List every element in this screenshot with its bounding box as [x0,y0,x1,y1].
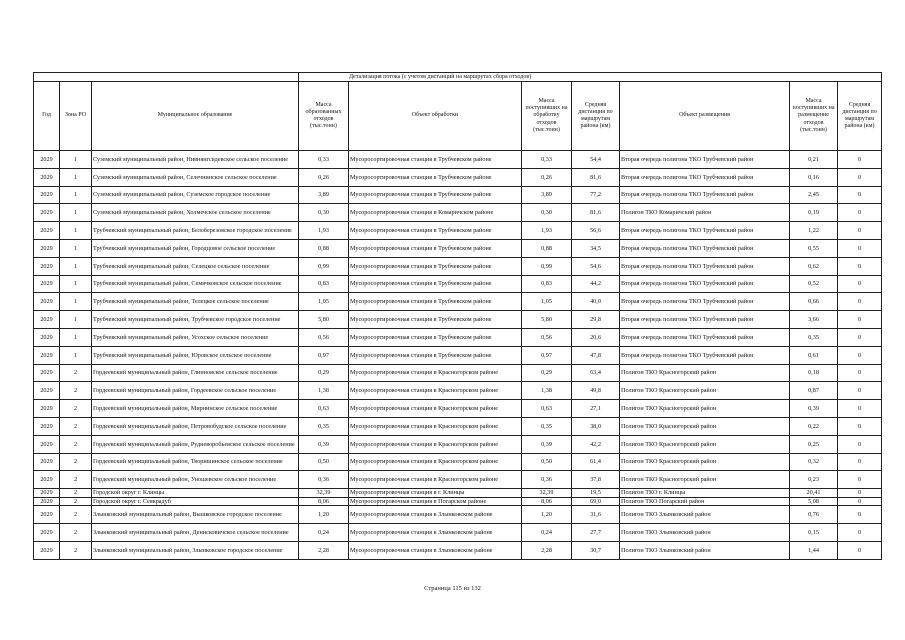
cell-placement-object: Вторая очередь полигона ТКО Трубчевский район [620,328,790,346]
cell-mass-processed: 0,97 [522,346,572,364]
cell-placement-object: Полигон ТКО Красногорский район [620,364,790,382]
cell-mass-generated: 0,35 [299,417,349,435]
table-row [34,471,882,489]
cell-processing-object: Мусоросортировочная станция в Красногорском районе [349,435,522,453]
cell-processing-object: Мусоросортировочная станция в г. Клинцы [349,489,522,498]
cell-year: 2029 [34,471,60,489]
cell-mass-placed: 1,22 [790,222,838,240]
cell-municipality: Трубчевский муниципальный район, Семячковское сельское поселение [92,275,299,293]
cell-year: 2029 [34,417,60,435]
cell-placement-object: Полигон ТКО Комаричский район [620,204,790,222]
cell-mass-generated: 0,88 [299,239,349,257]
cell-processing-object: Мусоросортировочная станция в Трубчевском районе [349,168,522,186]
cell-zone: 1 [60,186,92,204]
cell-distance-processing: 44,2 [572,275,620,293]
cell-mass-placed: 0,61 [790,346,838,364]
cell-placement-object: Полигон ТКО Красногорский район [620,435,790,453]
cell-placement-object: Полигон ТКО Красногорский район [620,453,790,471]
cell-year: 2029 [34,275,60,293]
flow-detail-table [33,72,882,560]
table-banner: Детализация потока (с учетом дистанций на маршрутах сбора отходов) [299,73,882,82]
cell-mass-placed: 1,44 [790,541,838,559]
cell-zone: 1 [60,346,92,364]
cell-mass-generated: 0,63 [299,400,349,418]
cell-distance-processing: 42,2 [572,435,620,453]
cell-mass-placed: 0,19 [790,204,838,222]
cell-mass-placed: 0,23 [790,471,838,489]
cell-distance-placement: 0 [838,524,882,542]
cell-year: 2029 [34,541,60,559]
cell-placement-object: Вторая очередь полигона ТКО Трубчевский район [620,186,790,204]
cell-distance-placement: 0 [838,417,882,435]
cell-processing-object: Мусоросортировочная станция в Погарском районе [349,497,522,506]
cell-municipality: Трубчевский муниципальный район, Городцовое сельское поселение [92,239,299,257]
cell-mass-processed: 0,35 [522,417,572,435]
cell-placement-object: Полигон ТКО Красногорский район [620,400,790,418]
cell-mass-placed: 0,15 [790,524,838,542]
cell-distance-processing: 30,7 [572,541,620,559]
cell-year: 2029 [34,400,60,418]
cell-processing-object: Мусоросортировочная станция в Злынковском районе [349,541,522,559]
cell-mass-generated: 0,99 [299,257,349,275]
cell-year: 2029 [34,382,60,400]
cell-zone: 1 [60,293,92,311]
cell-year: 2029 [34,168,60,186]
cell-mass-processed: 0,30 [522,204,572,222]
cell-distance-processing: 29,8 [572,311,620,329]
cell-mass-generated: 1,20 [299,506,349,524]
cell-municipality: Гордеевский муниципальный район, Глинновское сельское поселение [92,364,299,382]
cell-processing-object: Мусоросортировочная станция в Трубчевском районе [349,151,522,169]
cell-processing-object: Мусоросортировочная станция в Красногорском районе [349,364,522,382]
cell-distance-processing: 81,6 [572,204,620,222]
cell-distance-processing: 38,0 [572,417,620,435]
cell-processing-object: Мусоросортировочная станция в Трубчевском районе [349,257,522,275]
cell-distance-placement: 0 [838,239,882,257]
cell-municipality: Гордеевский муниципальный район, Мирнинское сельское поселение [92,400,299,418]
table-row [34,506,882,524]
cell-processing-object: Мусоросортировочная станция в Красногорском районе [349,417,522,435]
cell-zone: 1 [60,222,92,240]
cell-municipality: Злынковский муниципальный район, Злынковское городское поселение [92,541,299,559]
cell-municipality: Суземский муниципальный район, Холмечское сельское поселение [92,204,299,222]
cell-mass-processed: 2,28 [522,541,572,559]
cell-mass-placed: 0,39 [790,400,838,418]
cell-mass-processed: 0,36 [522,471,572,489]
table-row [34,400,882,418]
cell-municipality: Городской округ г. Сеякрадуб [92,497,299,506]
cell-processing-object: Мусоросортировочная станция в Трубчевском районе [349,346,522,364]
cell-distance-placement: 0 [838,489,882,498]
cell-placement-object: Вторая очередь полигона ТКО Трубчевский район [620,275,790,293]
cell-processing-object: Мусоросортировочная станция в Трубчевском районе [349,293,522,311]
cell-distance-processing: 37,8 [572,471,620,489]
cell-zone: 1 [60,168,92,186]
cell-processing-object: Мусоросортировочная станция в Трубчевском районе [349,239,522,257]
cell-processing-object: Мусоросортировочная станция в Злынковском районе [349,506,522,524]
cell-distance-placement: 0 [838,257,882,275]
cell-municipality: Злынковский муниципальный район, Вышковское городское поселение [92,506,299,524]
cell-mass-generated: 0,83 [299,275,349,293]
cell-year: 2029 [34,489,60,498]
table-row [34,168,882,186]
cell-distance-processing: 20,6 [572,328,620,346]
cell-mass-generated: 0,33 [299,151,349,169]
cell-year: 2029 [34,293,60,311]
cell-year: 2029 [34,186,60,204]
cell-mass-processed: 0,99 [522,257,572,275]
table-row [34,417,882,435]
cell-municipality: Трубчевский муниципальный район, Селецкое сельское поселение [92,257,299,275]
cell-placement-object: Полигон ТКО г. Клинцы [620,489,790,498]
cell-zone: 1 [60,257,92,275]
cell-municipality: Трубчевский муниципальный район, Белоберезовское городское поселение [92,222,299,240]
cell-distance-placement: 0 [838,471,882,489]
cell-municipality: Злынковский муниципальный район, Денисковичское сельское поселение [92,524,299,542]
cell-processing-object: Мусоросортировочная станция в Трубчевском районе [349,275,522,293]
cell-mass-placed: 0,76 [790,506,838,524]
cell-year: 2029 [34,239,60,257]
cell-mass-processed: 1,38 [522,382,572,400]
cell-mass-generated: 1,93 [299,222,349,240]
cell-distance-placement: 0 [838,204,882,222]
cell-mass-generated: 0,36 [299,471,349,489]
cell-distance-processing: 19,5 [572,489,620,498]
col-header-zone: Зона РО [60,82,92,151]
table-row [34,257,882,275]
table-row [34,293,882,311]
data-table-container [33,72,881,560]
cell-distance-placement: 0 [838,186,882,204]
cell-mass-generated: 1,38 [299,382,349,400]
col-header-mass-processed: Масса поступивших на обработку отходов (тыс.тонн) [522,82,572,151]
table-row [34,497,882,506]
cell-distance-processing: 77,2 [572,186,620,204]
cell-distance-placement: 0 [838,346,882,364]
cell-mass-placed: 0,66 [790,293,838,311]
cell-distance-placement: 0 [838,453,882,471]
cell-zone: 2 [60,471,92,489]
cell-processing-object: Мусоросортировочная станция в Злынковском районе [349,524,522,542]
table-row [34,382,882,400]
col-header-placement-object: Объект размещения [620,82,790,151]
cell-zone: 2 [60,489,92,498]
cell-mass-processed: 0,39 [522,435,572,453]
cell-mass-processed: 1,05 [522,293,572,311]
cell-mass-processed: 0,50 [522,453,572,471]
cell-distance-placement: 0 [838,382,882,400]
cell-mass-placed: 0,21 [790,151,838,169]
cell-placement-object: Вторая очередь полигона ТКО Трубчевский район [620,311,790,329]
cell-zone: 2 [60,506,92,524]
cell-mass-placed: 0,22 [790,417,838,435]
cell-year: 2029 [34,311,60,329]
cell-mass-processed: 0,26 [522,168,572,186]
cell-municipality: Трубчевский муниципальный район, Телецкое сельское поселение [92,293,299,311]
cell-year: 2029 [34,257,60,275]
cell-processing-object: Мусоросортировочная станция в Красногорском районе [349,382,522,400]
cell-municipality: Трубчевский муниципальный район, Юровское сельское поселение [92,346,299,364]
cell-mass-processed: 0,83 [522,275,572,293]
cell-zone: 2 [60,541,92,559]
cell-municipality: Трубчевский муниципальный район, Усохское сельское поселение [92,328,299,346]
cell-distance-processing: 56,6 [572,222,620,240]
cell-mass-generated: 0,29 [299,364,349,382]
cell-placement-object: Полигон ТКО Злынковский район [620,524,790,542]
cell-municipality: Гордеевский муниципальный район, Гордеевское сельское поселение [92,382,299,400]
cell-distance-processing: 69,0 [572,497,620,506]
cell-year: 2029 [34,151,60,169]
cell-mass-placed: 0,16 [790,168,838,186]
cell-zone: 1 [60,151,92,169]
table-row [34,222,882,240]
cell-mass-generated: 3,89 [299,186,349,204]
cell-distance-placement: 0 [838,541,882,559]
cell-processing-object: Мусоросортировочная станция в Красногорском районе [349,471,522,489]
cell-year: 2029 [34,364,60,382]
cell-mass-processed: 0,33 [522,151,572,169]
table-body [34,151,882,560]
cell-placement-object: Полигон ТКО Злынковский район [620,506,790,524]
col-header-municipality: Муниципальное образование [92,82,299,151]
table-row [34,364,882,382]
cell-municipality: Гордеевский муниципальный район, Петровобудское сельское поселение [92,417,299,435]
cell-year: 2029 [34,222,60,240]
cell-mass-generated: 1,05 [299,293,349,311]
col-header-processing-object: Объект обработки [349,82,522,151]
cell-mass-placed: 0,52 [790,275,838,293]
cell-placement-object: Вторая очередь полигона ТКО Трубчевский район [620,151,790,169]
cell-distance-placement: 0 [838,222,882,240]
cell-mass-generated: 0,39 [299,435,349,453]
cell-year: 2029 [34,328,60,346]
table-row [34,328,882,346]
table-row [34,151,882,169]
cell-municipality: Городской округ г. Клинцы [92,489,299,498]
cell-distance-processing: 40,0 [572,293,620,311]
table-row [34,311,882,329]
cell-municipality: Гордеевский муниципальный район, Уношевское сельское поселение [92,471,299,489]
cell-distance-processing: 34,5 [572,239,620,257]
table-row [34,453,882,471]
cell-distance-placement: 0 [838,311,882,329]
cell-mass-placed: 0,55 [790,239,838,257]
cell-distance-processing: 61,4 [572,453,620,471]
cell-mass-generated: 2,28 [299,541,349,559]
cell-zone: 2 [60,382,92,400]
cell-processing-object: Мусоросортировочная станция в Комаричском районе [349,204,522,222]
cell-mass-generated: 0,97 [299,346,349,364]
cell-distance-placement: 0 [838,275,882,293]
cell-distance-placement: 0 [838,364,882,382]
page-number: Страница 115 из 132 [424,585,481,592]
cell-mass-generated: 8,06 [299,497,349,506]
table-row [34,435,882,453]
cell-distance-processing: 49,8 [572,382,620,400]
cell-placement-object: Полигон ТКО Злынковский район [620,541,790,559]
cell-processing-object: Мусоросортировочная станция в Трубчевском районе [349,222,522,240]
table-banner-spacer [34,73,299,82]
cell-processing-object: Мусоросортировочная станция в Трубчевском районе [349,311,522,329]
cell-year: 2029 [34,346,60,364]
cell-placement-object: Вторая очередь полигона ТКО Трубчевский район [620,346,790,364]
cell-distance-processing: 54,6 [572,257,620,275]
cell-mass-processed: 0,56 [522,328,572,346]
cell-mass-generated: 0,56 [299,328,349,346]
cell-distance-placement: 0 [838,497,882,506]
cell-processing-object: Мусоросортировочная станция в Трубчевском районе [349,328,522,346]
table-row [34,275,882,293]
cell-municipality: Суземский муниципальный район, Суземское городское поселение [92,186,299,204]
table-row [34,239,882,257]
cell-distance-processing: 81,6 [572,168,620,186]
col-header-mass-placed: Масса поступивших на размещение отходов (тыс.тонн) [790,82,838,151]
cell-distance-placement: 0 [838,435,882,453]
table-row [34,541,882,559]
cell-mass-processed: 0,24 [522,524,572,542]
cell-zone: 2 [60,497,92,506]
cell-year: 2029 [34,497,60,506]
table-row [34,489,882,498]
table-row [34,346,882,364]
col-header-year: Год [34,82,60,151]
cell-mass-generated: 32,39 [299,489,349,498]
cell-mass-processed: 8,06 [522,497,572,506]
cell-mass-generated: 0,26 [299,168,349,186]
cell-processing-object: Мусоросортировочная станция в Трубчевском районе [349,186,522,204]
cell-mass-processed: 32,39 [522,489,572,498]
cell-distance-placement: 0 [838,293,882,311]
cell-mass-processed: 0,63 [522,400,572,418]
col-header-distance-processing: Средняя дистанция по маршрутам района (км) [572,82,620,151]
cell-year: 2029 [34,506,60,524]
cell-mass-generated: 0,24 [299,524,349,542]
cell-distance-processing: 47,8 [572,346,620,364]
cell-mass-processed: 0,88 [522,239,572,257]
cell-zone: 1 [60,275,92,293]
cell-mass-generated: 5,80 [299,311,349,329]
cell-distance-processing: 63,4 [572,364,620,382]
cell-zone: 2 [60,524,92,542]
cell-mass-processed: 3,89 [522,186,572,204]
cell-year: 2029 [34,453,60,471]
cell-year: 2029 [34,524,60,542]
cell-placement-object: Полигон ТКО Красногорский район [620,471,790,489]
cell-distance-processing: 31,6 [572,506,620,524]
cell-mass-placed: 0,62 [790,257,838,275]
cell-mass-placed: 2,45 [790,186,838,204]
cell-placement-object: Полигон ТКО Погарский район [620,497,790,506]
cell-zone: 2 [60,417,92,435]
cell-placement-object: Полигон ТКО Красногорский район [620,417,790,435]
cell-zone: 1 [60,328,92,346]
cell-processing-object: Мусоросортировочная станция в Красногорском районе [349,400,522,418]
cell-municipality: Гордеевский муниципальный район, Рудневоробьевское сельское поселение [92,435,299,453]
table-row [34,204,882,222]
cell-zone: 2 [60,400,92,418]
col-header-mass-generated: Масса образованных отходов (тыс.тонн) [299,82,349,151]
cell-zone: 2 [60,435,92,453]
cell-municipality: Гордеевский муниципальный район, Творишинское сельское поселение [92,453,299,471]
cell-zone: 1 [60,311,92,329]
cell-distance-placement: 0 [838,506,882,524]
cell-zone: 1 [60,239,92,257]
cell-processing-object: Мусоросортировочная станция в Красногорском районе [349,453,522,471]
cell-municipality: Суземский муниципальный район, Нивнянгсвдевское сельское поселение [92,151,299,169]
cell-mass-generated: 0,50 [299,453,349,471]
cell-zone: 1 [60,204,92,222]
table-row [34,186,882,204]
cell-distance-placement: 0 [838,328,882,346]
cell-distance-placement: 0 [838,168,882,186]
cell-mass-placed: 0,35 [790,328,838,346]
cell-placement-object: Вторая очередь полигона ТКО Трубчевский район [620,222,790,240]
cell-distance-placement: 0 [838,151,882,169]
cell-zone: 2 [60,364,92,382]
cell-mass-processed: 5,80 [522,311,572,329]
cell-municipality: Трубчевский муниципальный район, Трубчевское городское поселение [92,311,299,329]
cell-zone: 2 [60,453,92,471]
cell-mass-placed: 20,41 [790,489,838,498]
table-row [34,524,882,542]
cell-distance-processing: 27,7 [572,524,620,542]
cell-mass-generated: 0,30 [299,204,349,222]
cell-placement-object: Вторая очередь полигона ТКО Трубчевский район [620,168,790,186]
cell-year: 2029 [34,204,60,222]
cell-mass-placed: 0,32 [790,453,838,471]
cell-mass-processed: 1,20 [522,506,572,524]
cell-mass-placed: 3,66 [790,311,838,329]
cell-mass-placed: 0,18 [790,364,838,382]
cell-year: 2029 [34,435,60,453]
cell-mass-processed: 1,93 [522,222,572,240]
cell-mass-placed: 0,87 [790,382,838,400]
col-header-distance-placement: Средняя дистанция по маршрутам района (км) [838,82,882,151]
cell-municipality: Суземский муниципальный район, Селечнинское сельское поселение [92,168,299,186]
cell-placement-object: Полигон ТКО Красногорский район [620,382,790,400]
cell-placement-object: Вторая очередь полигона ТКО Трубчевский район [620,293,790,311]
cell-placement-object: Вторая очередь полигона ТКО Трубчевский район [620,257,790,275]
cell-mass-placed: 5,08 [790,497,838,506]
cell-mass-placed: 0,25 [790,435,838,453]
cell-distance-placement: 0 [838,400,882,418]
cell-distance-processing: 27,1 [572,400,620,418]
cell-mass-processed: 0,29 [522,364,572,382]
cell-distance-processing: 54,4 [572,151,620,169]
cell-placement-object: Вторая очередь полигона ТКО Трубчевский район [620,239,790,257]
